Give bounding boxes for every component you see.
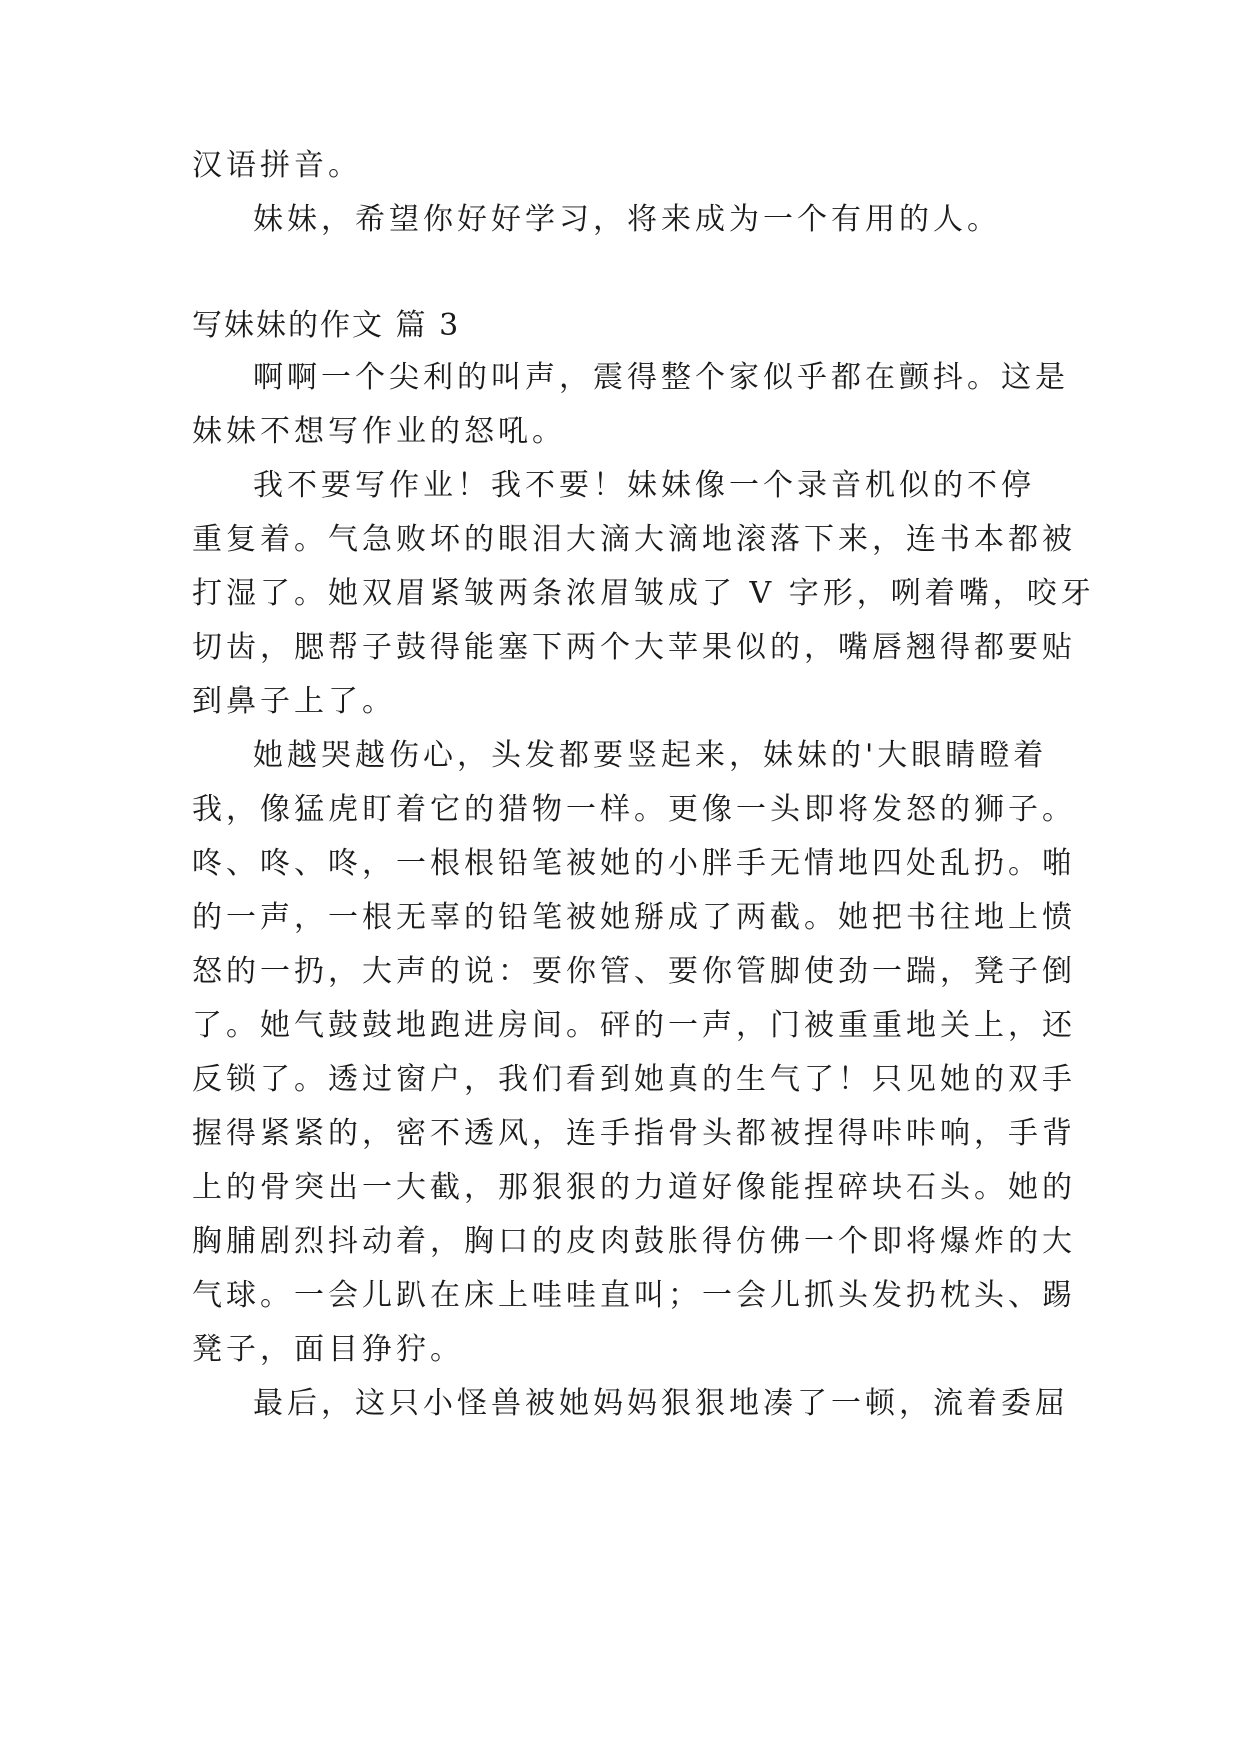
text-line: 最后，这只小怪兽被她妈妈狠狠地凑了一顿，流着委屈	[253, 1386, 1069, 1421]
text-line: 她越哭越伤心，头发都要竖起来，妹妹的'大眼睛瞪着	[253, 738, 1048, 773]
text-line: 我不要写作业！我不要！妹妹像一个录音机似的不停	[253, 468, 1035, 503]
text-line: 啊啊一个尖利的叫声，震得整个家似乎都在颤抖。这是	[253, 360, 1069, 395]
text-line: 上的骨突出一大截，那狠狠的力道好像能捏碎块石头。她的	[192, 1170, 1076, 1205]
text-line: 了。她气鼓鼓地跑进房间。砰的一声，门被重重地关上，还	[192, 1008, 1076, 1043]
text-line: 的一声，一根无辜的铅笔被她掰成了两截。她把书往地上愤	[192, 900, 1076, 935]
text-line: 汉语拼音。	[192, 148, 362, 183]
text-line: 到鼻子上了。	[192, 684, 396, 719]
text-line: 切齿，腮帮子鼓得能塞下两个大苹果似的，嘴唇翘得都要贴	[192, 630, 1076, 665]
text-line: 咚、咚、咚，一根根铅笔被她的小胖手无情地四处乱扔。啪	[192, 846, 1076, 881]
text-line: 我，像猛虎盯着它的猎物一样。更像一头即将发怒的狮子。	[192, 792, 1076, 827]
text-line: 握得紧紧的，密不透风，连手指骨头都被捏得咔咔响，手背	[192, 1116, 1076, 1151]
text-line: 怒的一扔，大声的说：要你管、要你管脚使劲一踹，凳子倒	[192, 954, 1076, 989]
text-line: 反锁了。透过窗户，我们看到她真的生气了！只见她的双手	[192, 1062, 1076, 1097]
text-line: 气球。一会儿趴在床上哇哇直叫；一会儿抓头发扔枕头、踢	[192, 1278, 1076, 1313]
text-line: 胸脯剧烈抖动着，胸口的皮肉鼓胀得仿佛一个即将爆炸的大	[192, 1224, 1076, 1259]
text-line: 妹妹不想写作业的怒吼。	[192, 414, 566, 449]
text-line: 妹妹，希望你好好学习，将来成为一个有用的人。	[253, 202, 1001, 237]
text-line: 打湿了。她双眉紧皱两条浓眉皱成了 V 字形，咧着嘴，咬牙	[192, 576, 1095, 611]
text-line: 重复着。气急败坏的眼泪大滴大滴地滚落下来，连书本都被	[192, 522, 1076, 557]
section-title: 写妹妹的作文 篇 3	[192, 308, 461, 343]
text-line: 凳子，面目狰狞。	[192, 1332, 464, 1367]
